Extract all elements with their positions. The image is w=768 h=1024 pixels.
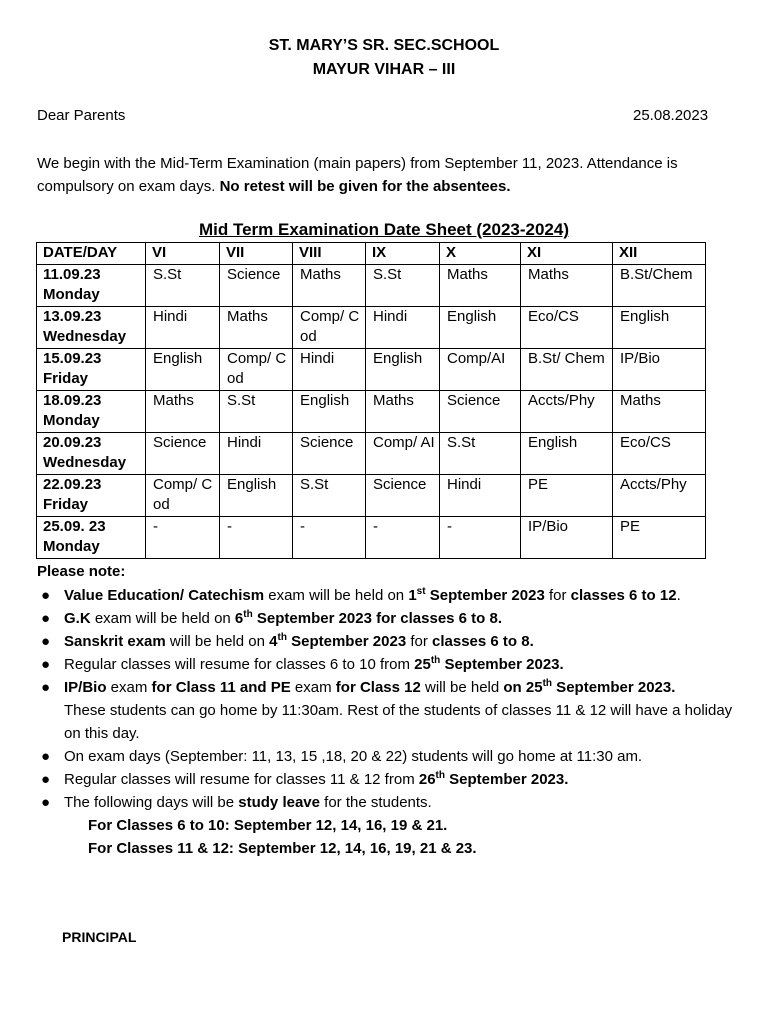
- note-sup: th: [435, 770, 445, 781]
- subject-cell: -: [440, 517, 521, 559]
- table-header-row: [37, 243, 706, 265]
- date-day-cell: [37, 433, 146, 475]
- subject-cell: S.St: [366, 265, 440, 307]
- subject-cell: Maths: [440, 265, 521, 307]
- note-text: exam: [290, 679, 336, 696]
- subject-cell: -: [220, 517, 293, 559]
- column-header: IX: [366, 243, 440, 265]
- exam-day: Monday: [43, 286, 100, 303]
- note-text: Regular classes will resume for classes 6 to 10 from: [64, 656, 415, 673]
- intro-paragraph: [37, 152, 737, 198]
- exam-date: 13.09.23: [43, 308, 102, 325]
- date-day-cell: [37, 391, 146, 433]
- subject-cell: Maths: [146, 391, 220, 433]
- subject-cell: S.St: [220, 391, 293, 433]
- note-text: for the students.: [319, 794, 432, 811]
- subject-cell: IP/Bio: [521, 517, 613, 559]
- note-sup: st: [416, 586, 426, 597]
- exam-day: Monday: [43, 412, 100, 429]
- note-text: On exam days (September: 11, 13, 15 ,18, 20 & 22) students will go home at 11:30 am.: [64, 748, 643, 765]
- note-text: exam will be held on: [90, 610, 235, 627]
- bullet-icon: ●: [41, 794, 51, 811]
- subject-cell: English: [293, 391, 366, 433]
- note-text: The following days will be: [64, 794, 239, 811]
- subject-cell: Science: [366, 475, 440, 517]
- note-sup: th: [243, 609, 253, 620]
- exam-date: 11.09.23: [43, 266, 101, 283]
- bullet-icon: ●: [41, 748, 51, 765]
- date-sheet-title-text: Mid Term Examination Date Sheet (2023-2024): [198, 220, 570, 239]
- bullet-icon: ●: [41, 679, 51, 696]
- intro-text: We begin with the Mid-Term Examination (main papers) from September 11, 2023. Attendance is compulsory on exam days.: [37, 155, 678, 195]
- subject-cell: B.St/ Chem: [521, 349, 613, 391]
- note-text: September 2023 for classes 6 to 8.: [252, 610, 503, 627]
- list-item: [37, 791, 747, 814]
- exam-date: 22.09.23: [43, 476, 102, 493]
- study-leave-classes-11-12: For Classes 11 & 12: September 12, 14, 16, 19, 21 & 23.: [88, 840, 477, 857]
- notes-heading: Please note:: [37, 563, 126, 580]
- note-text: IP/Bio: [64, 679, 107, 696]
- subject-cell: Science: [220, 265, 293, 307]
- exam-day: Monday: [43, 538, 100, 555]
- subject-cell: Maths: [366, 391, 440, 433]
- note-text: G.K: [64, 610, 91, 627]
- subject-cell: Science: [293, 433, 366, 475]
- subject-cell: English: [440, 307, 521, 349]
- intro-bold-text: No retest will be given for the absentees.: [219, 178, 511, 195]
- column-header: X: [440, 243, 521, 265]
- note-text: 25: [414, 656, 431, 673]
- date-day-cell: [37, 265, 146, 307]
- subject-cell: Comp/AI: [440, 349, 521, 391]
- column-header: XI: [521, 243, 613, 265]
- note-text: study leave: [238, 794, 320, 811]
- exam-day: Friday: [43, 496, 89, 513]
- note-text: classes 6 to 8.: [432, 633, 534, 650]
- subject-cell: PE: [613, 517, 706, 559]
- subject-cell: Comp/ Cod: [293, 307, 366, 349]
- column-header: VI: [146, 243, 220, 265]
- exam-date: 15.09.23: [43, 350, 102, 367]
- list-item: [37, 607, 747, 630]
- subject-cell: Comp/ AI: [366, 433, 440, 475]
- subject-cell: Hindi: [146, 307, 220, 349]
- subject-cell: English: [613, 307, 706, 349]
- note-text: September 2023: [286, 633, 407, 650]
- table-row: [37, 391, 706, 433]
- principal-signature: PRINCIPAL: [62, 929, 137, 945]
- subject-cell: Hindi: [220, 433, 293, 475]
- subject-cell: S.St: [293, 475, 366, 517]
- note-text: Value Education/ Catechism: [64, 587, 265, 604]
- note-text: 1: [408, 587, 417, 604]
- column-header: VII: [220, 243, 293, 265]
- exam-day: Wednesday: [43, 328, 127, 345]
- note-text: 6: [234, 610, 244, 627]
- exam-date: 20.09.23: [43, 434, 102, 451]
- subject-cell: Comp/ Cod: [146, 475, 220, 517]
- subject-cell: PE: [521, 475, 613, 517]
- list-item: [37, 768, 747, 791]
- subject-cell: Science: [146, 433, 220, 475]
- subject-cell: -: [146, 517, 220, 559]
- subject-cell: S.St: [146, 265, 220, 307]
- note-text: September 2023.: [440, 656, 564, 673]
- exam-date: 25.09. 23: [43, 518, 106, 535]
- subject-cell: B.St/Chem: [613, 265, 706, 307]
- bullet-icon: ●: [41, 610, 51, 627]
- subject-cell: Eco/CS: [521, 307, 613, 349]
- note-sup: th: [277, 632, 287, 643]
- note-text: on 25: [503, 679, 543, 696]
- note-text: exam: [106, 679, 152, 696]
- table-row: [37, 349, 706, 391]
- note-text: Sanskrit exam: [64, 633, 166, 650]
- subject-cell: Eco/CS: [613, 433, 706, 475]
- list-item: [37, 676, 747, 745]
- note-text: September 2023.: [445, 771, 569, 788]
- subject-cell: English: [146, 349, 220, 391]
- school-location: MAYUR VIHAR – III: [312, 61, 456, 78]
- subject-cell: -: [366, 517, 440, 559]
- note-text: will be held: [420, 679, 504, 696]
- table-row: [37, 433, 706, 475]
- subject-cell: English: [521, 433, 613, 475]
- note-text: Regular classes will resume for classes 11 & 12 from: [64, 771, 419, 788]
- bullet-icon: ●: [41, 771, 51, 788]
- subject-cell: -: [293, 517, 366, 559]
- note-text: exam will be held on: [264, 587, 409, 604]
- letter-date: 25.08.2023: [633, 107, 709, 124]
- date-day-cell: [37, 307, 146, 349]
- note-text: for Class 11 and PE: [151, 679, 291, 696]
- study-leave-classes-6-10: For Classes 6 to 10: September 12, 14, 16, 19 & 21.: [88, 817, 448, 834]
- subject-cell: Comp/ Cod: [220, 349, 293, 391]
- column-header: XII: [613, 243, 706, 265]
- school-name: ST. MARY’S SR. SEC.SCHOOL: [268, 37, 500, 54]
- note-text: .: [676, 587, 681, 604]
- table-row: [37, 517, 706, 559]
- column-header: VIII: [293, 243, 366, 265]
- note-text: September 2023.: [552, 679, 676, 696]
- exam-day: Wednesday: [43, 454, 127, 471]
- table-row: [37, 475, 706, 517]
- date-day-cell: [37, 517, 146, 559]
- subject-cell: Maths: [521, 265, 613, 307]
- date-sheet-table: [36, 242, 706, 559]
- note-text: classes 6 to 12: [570, 587, 677, 604]
- subject-cell: English: [220, 475, 293, 517]
- notes-list: [37, 584, 747, 814]
- subject-cell: Maths: [613, 391, 706, 433]
- subject-cell: IP/Bio: [613, 349, 706, 391]
- subject-cell: Maths: [293, 265, 366, 307]
- note-text: 26: [418, 771, 436, 788]
- list-item: [37, 745, 747, 768]
- subject-cell: S.St: [440, 433, 521, 475]
- table-row: [37, 307, 706, 349]
- bullet-icon: ●: [41, 656, 51, 673]
- note-text: for Class 12: [335, 679, 421, 696]
- note-text: September 2023: [425, 587, 545, 604]
- table-row: [37, 265, 706, 307]
- exam-date: 18.09.23: [43, 392, 102, 409]
- subject-cell: Science: [440, 391, 521, 433]
- note-text: 4: [269, 633, 278, 650]
- subject-cell: Hindi: [366, 307, 440, 349]
- list-item: [37, 653, 747, 676]
- subject-cell: English: [366, 349, 440, 391]
- list-item: [37, 630, 747, 653]
- bullet-icon: ●: [41, 633, 51, 650]
- note-text: will be held on: [165, 633, 270, 650]
- note-text: for: [406, 633, 433, 650]
- list-item: [37, 584, 747, 607]
- note-text: for: [544, 587, 571, 604]
- date-day-cell: [37, 349, 146, 391]
- note-text: These students can go home by 11:30am. Rest of the students of classes 11 & 12 will have a holiday on this day.: [64, 702, 733, 742]
- subject-cell: Maths: [220, 307, 293, 349]
- date-day-cell: [37, 475, 146, 517]
- salutation: Dear Parents: [37, 107, 126, 124]
- note-sup: th: [542, 678, 553, 689]
- note-sup: th: [430, 655, 441, 666]
- subject-cell: Accts/Phy: [613, 475, 706, 517]
- subject-cell: Hindi: [440, 475, 521, 517]
- date-sheet-title: [0, 220, 768, 240]
- subject-cell: Hindi: [293, 349, 366, 391]
- exam-day: Friday: [43, 370, 89, 387]
- bullet-icon: ●: [41, 587, 51, 604]
- subject-cell: Accts/Phy: [521, 391, 613, 433]
- column-header: DATE/DAY: [37, 243, 146, 265]
